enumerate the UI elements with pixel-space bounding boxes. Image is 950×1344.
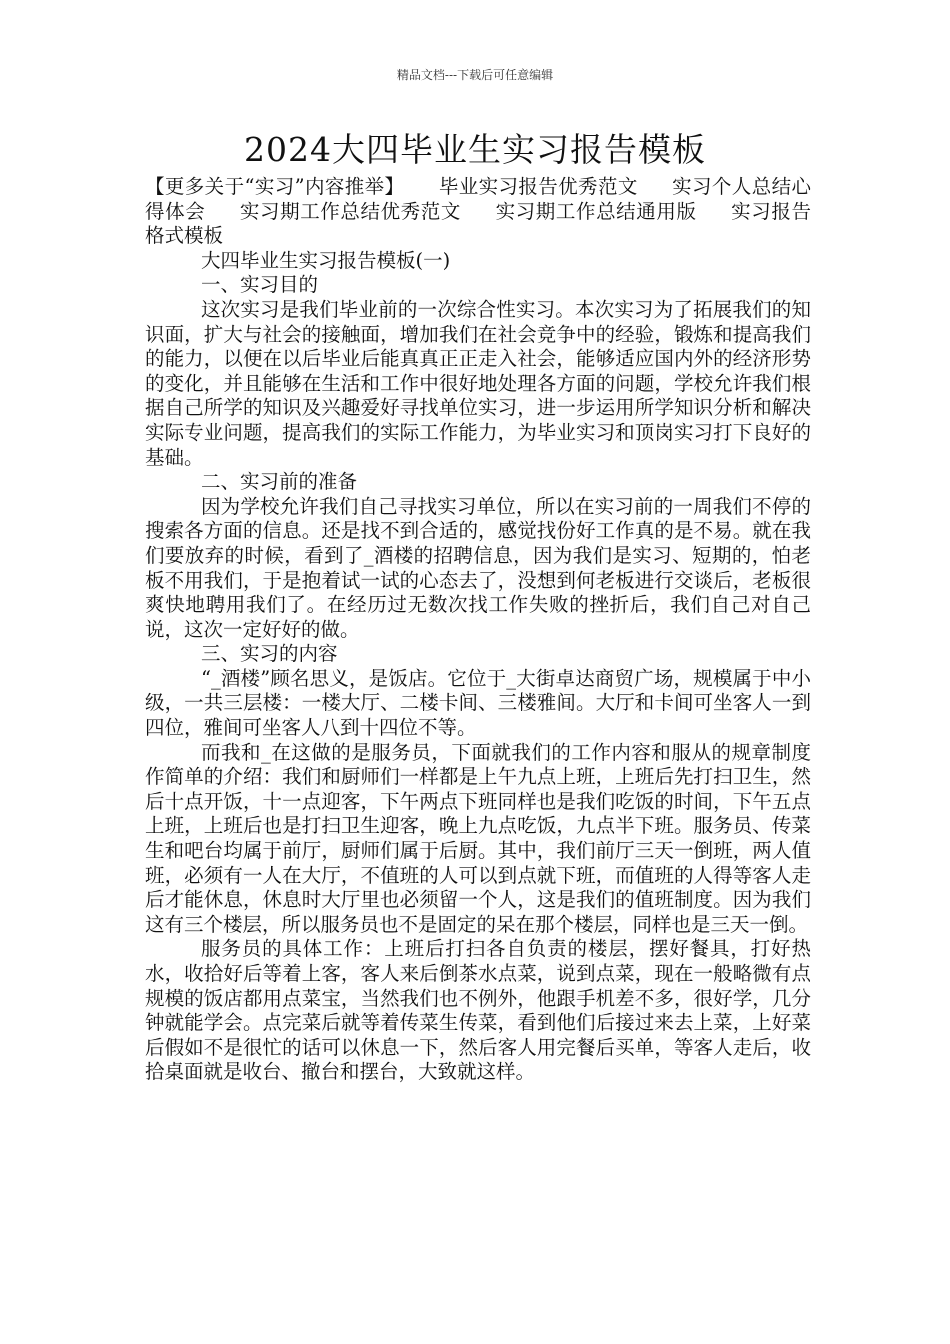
header-note: 精品文档---下载后可任意编辑 bbox=[396, 68, 554, 82]
paragraph: 而我和_在这做的是服务员，下面就我们的工作内容和服从的规章制度作简单的介绍：我们和厨师们一样都是上午九点上班，上班后先打扫卫生，然后十点开饭，十一点迎客，下午两点下班同样也是我们吃饭的时间，下午五点上班，上班后也是打扫卫生迎客，晚上九点吃饭，九点半下班。服务员、传菜生和吧台均属于前厅，厨师们属于后厨。其中，我们前厅三天一倒班，两人值班，必须有一人在大厅，不值班的人可以到点就下班，而值班的人得等客人走后才能休息，休息时大厅里也必须留一个人，这是我们的值班制度。因为我们这有三个楼层，所以服务员也不是固定的呆在那个楼层，同样也是三天一倒。 bbox=[145, 740, 811, 936]
recommend-link[interactable]: 实习期工作总结优秀范文 bbox=[239, 199, 461, 223]
paragraph: “_酒楼”顾名思义，是饭店。它位于_大街卓达商贸广场，规模属于中小级，一共三层楼：一楼大厅、二楼卡间、三楼雅间。大厅和卡间可坐客人一到四位，雅间可坐客人八到十四位不等。 bbox=[145, 666, 811, 740]
paragraph: 因为学校允许我们自己寻找实习单位，所以在实习前的一周我们不停的搜索各方面的信息。还是找不到合适的，感觉找份好工作真的是不易。就在我们要放弃的时候，看到了_酒楼的招聘信息，因为我们是实习、短期的，怕老板不用我们，于是抱着试一试的心态去了，没想到何老板进行交谈后，老板很爽快地聘用我们了。在经历过无数次找工作失败的挫折后，我们自己对自己说，这次一定好好的做。 bbox=[145, 494, 811, 641]
paragraph: 这次实习是我们毕业前的一次综合性实习。本次实习为了拓展我们的知识面，扩大与社会的接触面，增加我们在社会竞争中的经验，锻炼和提高我们的能力，以便在以后毕业后能真真正正走入社会，能够适应国内外的经济形势的变化，并且能够在生活和工作中很好地处理各方面的问题，学校允许我们根据自己所学的知识及兴趣爱好寻找单位实习，进一步运用所学知识分析和解决实际专业问题，提高我们的实际工作能力，为毕业实习和顶岗实习打下良好的基础。 bbox=[145, 297, 811, 469]
section-heading: 三、实习的内容 bbox=[201, 642, 338, 666]
document-body bbox=[145, 175, 811, 1085]
recommend-link[interactable]: 实习期工作总结通用版 bbox=[494, 199, 697, 223]
section-heading: 二、实习前的准备 bbox=[201, 470, 358, 494]
recommend-block bbox=[145, 175, 811, 249]
section-heading: 一、实习目的 bbox=[201, 273, 319, 297]
recommend-link[interactable]: 实习个人总结心得体会 bbox=[145, 175, 811, 223]
recommend-link[interactable]: 实习报告格式模板 bbox=[145, 199, 811, 248]
recommend-prefix: 【更多关于“实习”内容推举】 bbox=[145, 175, 405, 198]
recommend-link[interactable]: 毕业实习报告优秀范文 bbox=[438, 175, 638, 198]
document-title: 2024大四毕业生实习报告模板 bbox=[244, 130, 706, 169]
paragraph: 服务员的具体工作：上班后打扫各自负责的楼层，摆好餐具，打好热水，收拾好后等着上客，客人来后倒茶水点菜，说到点菜，现在一般略微有点规模的饭店都用点菜宝，当然我们也不例外，他跟手机差不多，很好学，几分钟就能学会。点完菜后就等着传菜生传菜，看到他们后接过来去上菜，上好菜后假如不是很忙的话可以休息一下，然后客人用完餐后买单，等客人走后，收拾桌面就是收台、撤台和摆台，大致就这样。 bbox=[145, 937, 811, 1084]
report-subtitle: 大四毕业生实习报告模板(一) bbox=[201, 248, 451, 272]
